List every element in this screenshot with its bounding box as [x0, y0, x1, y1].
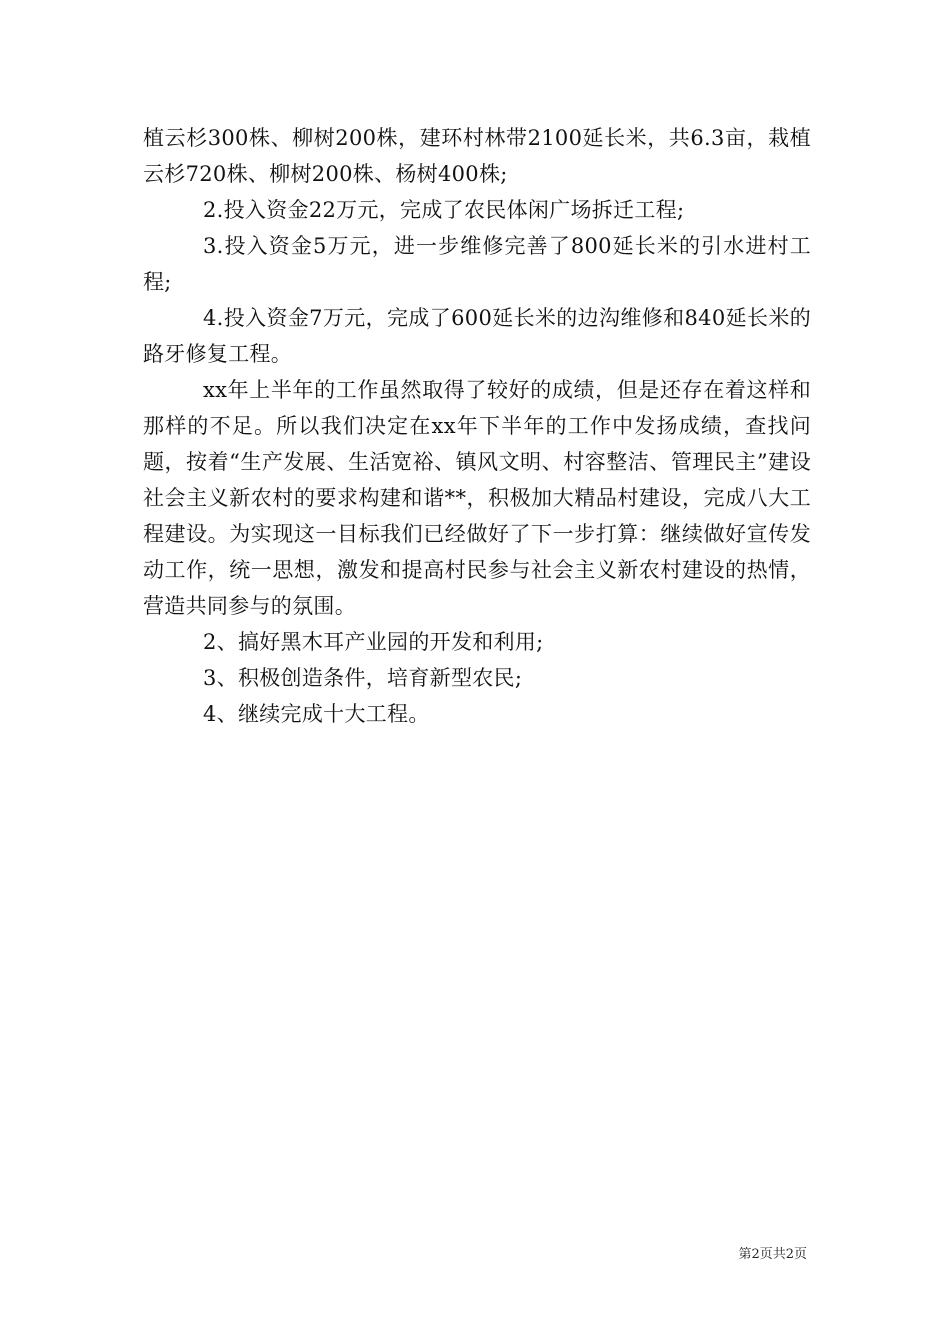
paragraph-plan-4: 4、继续完成十大工程。 [203, 702, 430, 726]
paragraph-item-3: 3.投入资金5万元，进一步维修完善了800延长米的引水进村工程; [143, 234, 811, 294]
paragraph-summary: xx年上半年的工作虽然取得了较好的成绩，但是还存在着这样和那样的不足。所以我们决定在xx年下半年的工作中发扬成绩，查找问题，按着“生产发展、生活宽裕、镇风文明、村容整洁、管理民主”建设社会主义新农村的要求构建和谐**，积极加大精品村建设，完成八大工程建设。为实现这一目标我们已经做好了下一步打算：继续做好宣传发动工作，统一思想，激发和提高村民参与社会主义新农村建设的热情，营造共同参与的氛围。 [143, 378, 811, 618]
document-body [143, 120, 811, 732]
paragraph-plan-3: 3、积极创造条件，培育新型农民; [203, 666, 523, 690]
page-number-footer: 第2页共2页 [738, 1247, 807, 1262]
paragraph-item-2: 2.投入资金22万元，完成了农民体闲广场拆迁工程; [203, 198, 685, 222]
paragraph-continuation: 植云杉300株、柳树200株，建环村林带2100延长米，共6.3亩，栽植云杉720株、柳树200株、杨树400株; [143, 126, 811, 186]
paragraph-item-4: 4.投入资金7万元，完成了600延长米的边沟维修和840延长米的路牙修复工程。 [143, 306, 811, 366]
paragraph-plan-2: 2、搞好黑木耳产业园的开发和利用; [203, 630, 544, 654]
